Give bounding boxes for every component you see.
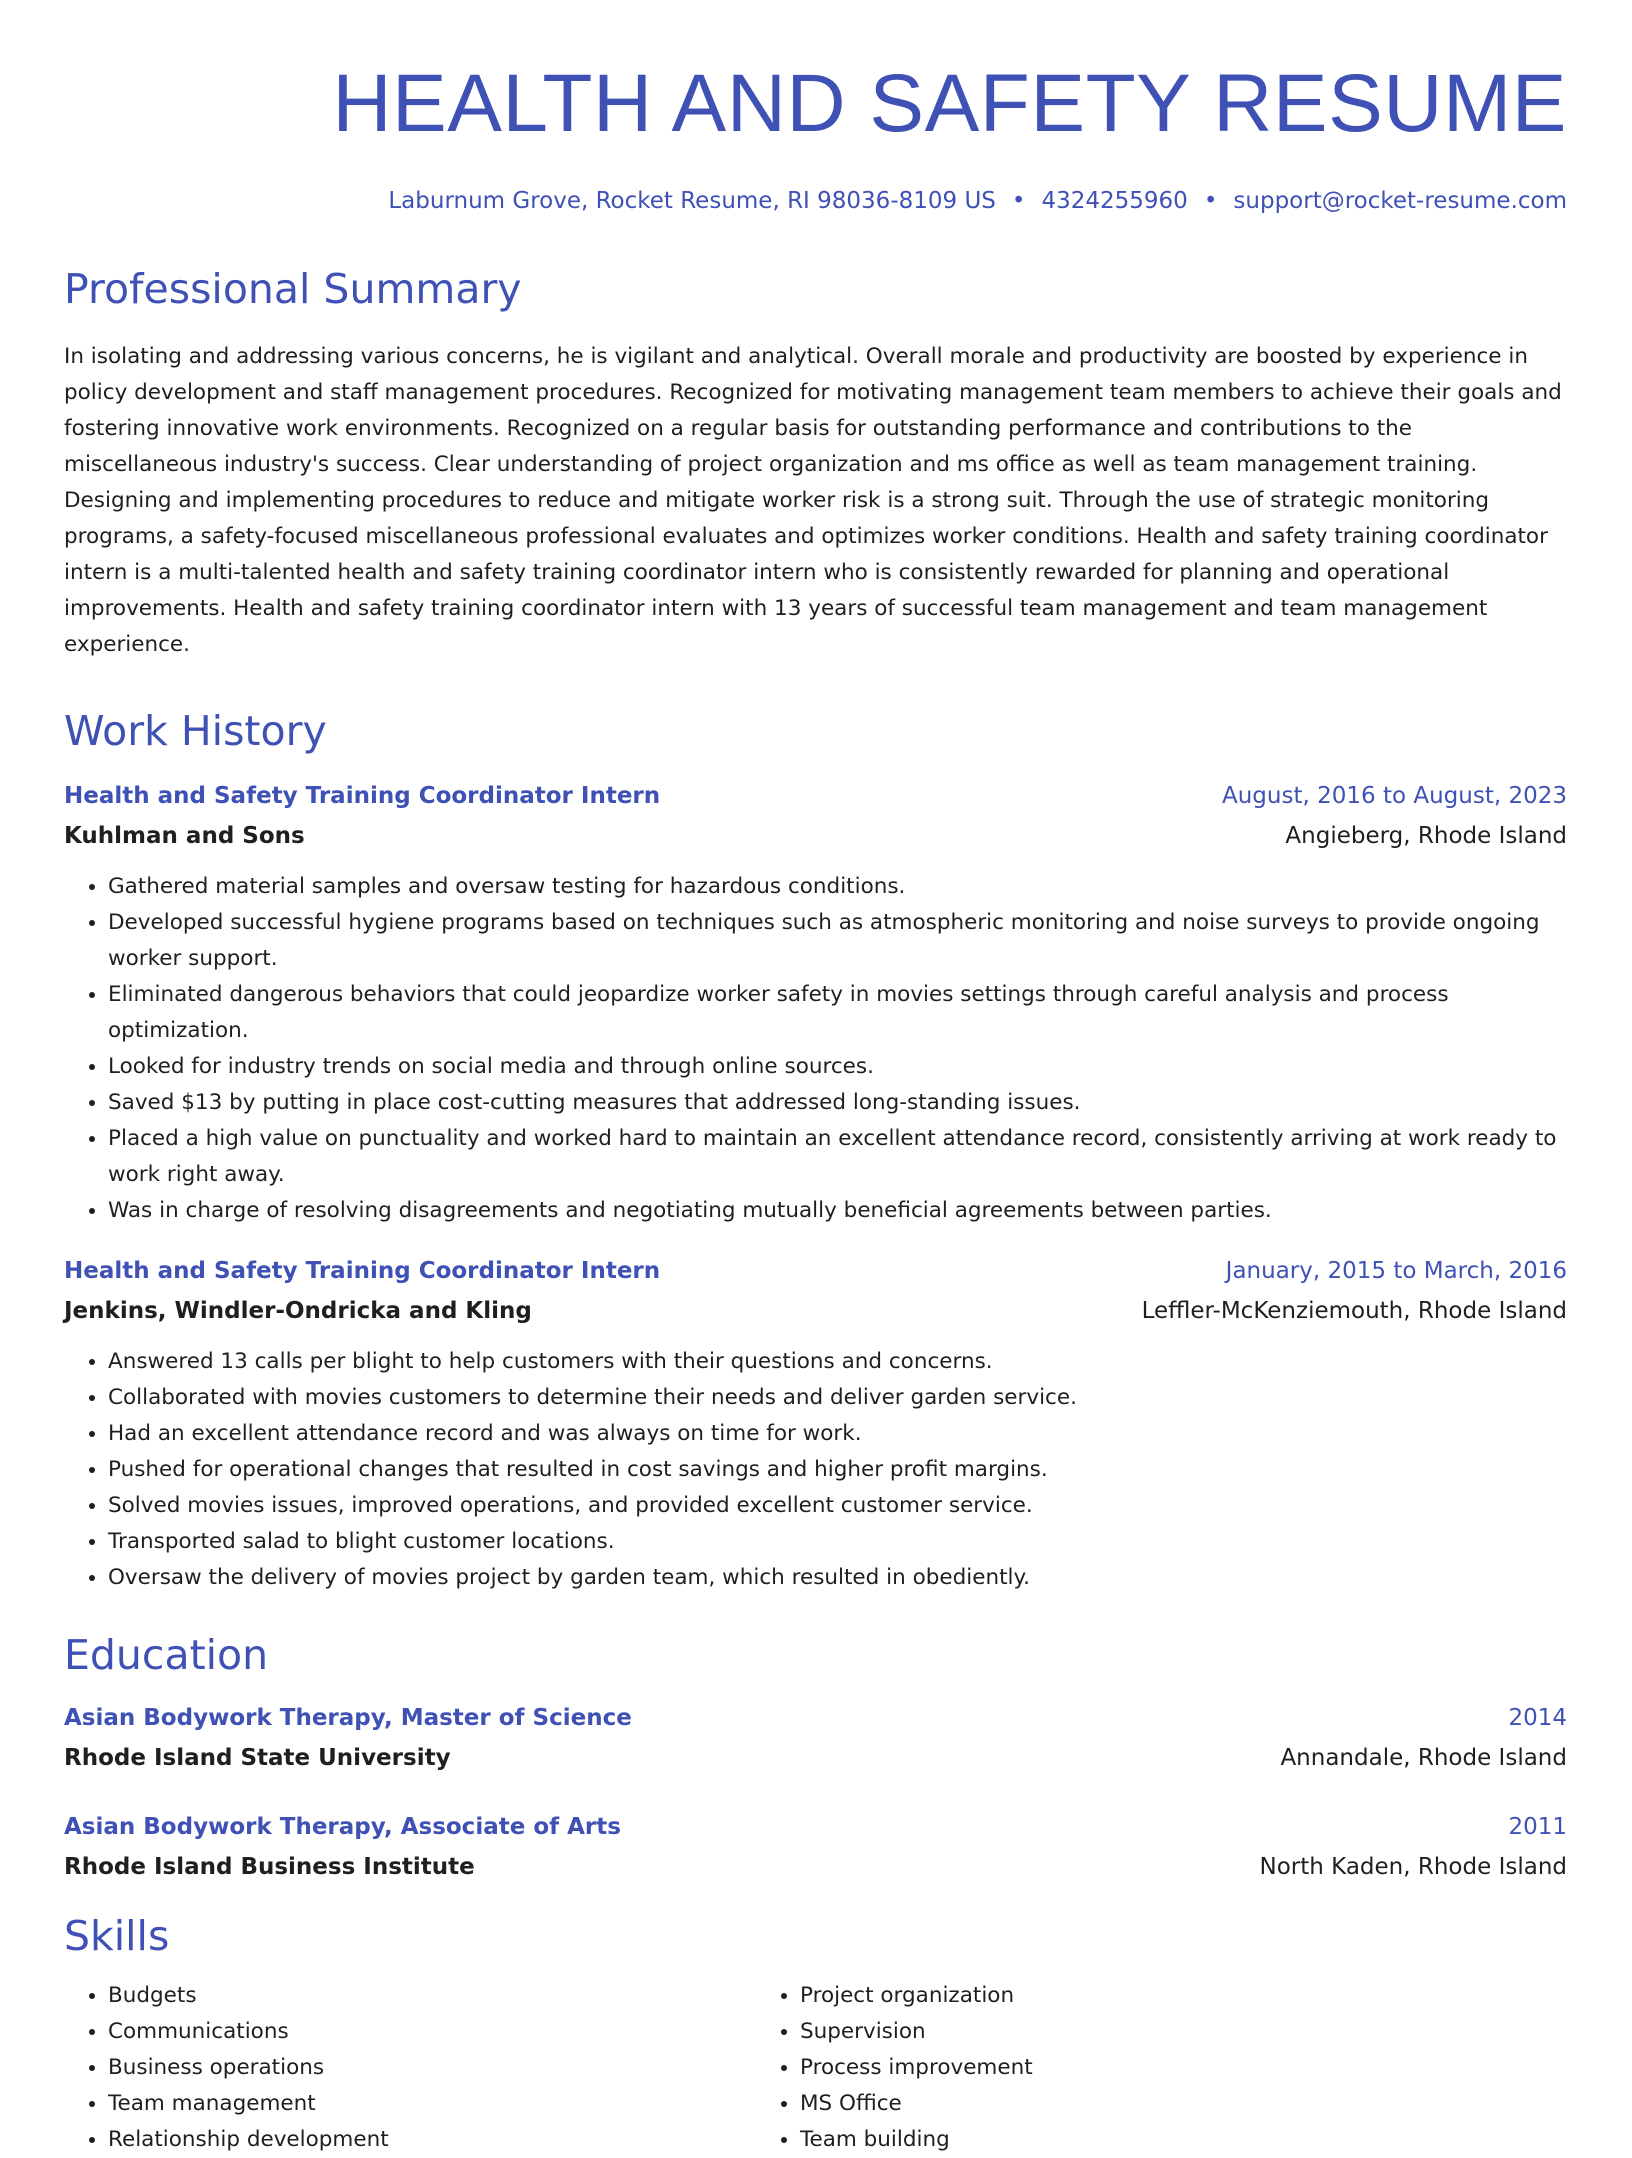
skill-item: • MS Office: [800, 2086, 1448, 2122]
job-header: [64, 1256, 1567, 1286]
job-dates: August, 2016 to August, 2023: [1222, 783, 1567, 809]
skills-heading: Skills: [64, 1912, 170, 1960]
job-company: Jenkins, Windler-Ondricka and Kling: [64, 1298, 532, 1324]
contact-address: Laburnum Grove, Rocket Resume, RI 98036-8109 US: [388, 188, 996, 214]
job-entry: [64, 1256, 1567, 1596]
education-degree: Asian Bodywork Therapy, Master of Science: [64, 1705, 632, 1731]
list-item: • Was in charge of resolving disagreements and negotiating mutually beneficial agreements between parties.: [108, 1193, 1567, 1229]
contact-email[interactable]: support@rocket-resume.com: [1233, 188, 1567, 214]
list-item: • Looked for industry trends on social media and through online sources.: [108, 1049, 1567, 1085]
education-header: [64, 1703, 1567, 1733]
job-header: [64, 781, 1567, 811]
list-item: • Had an excellent attendance record and was always on time for work.: [108, 1416, 1567, 1452]
skills-grid: [64, 1978, 1567, 2158]
skill-item: • Business operations: [108, 2050, 756, 2086]
resume-title: HEALTH AND SAFETY RESUME: [332, 58, 1567, 149]
list-item: • Placed a high value on punctuality and worked hard to maintain an excellent attendance record, consistently arriving at work ready to work right away.: [108, 1121, 1567, 1193]
list-item: • Developed successful hygiene programs based on techniques such as atmospheric monitoring and noise surveys to provide ongoing worker support.: [108, 905, 1567, 977]
skill-item: • Team building: [800, 2122, 1448, 2158]
skill-item: • Team management: [108, 2086, 756, 2122]
job-subheader: [64, 821, 1567, 851]
skill-item: • Budgets: [108, 1978, 756, 2014]
education-degree: Asian Bodywork Therapy, Associate of Arts: [64, 1814, 621, 1840]
skill-item: • Communications: [108, 2014, 756, 2050]
skill-item: • Supervision: [800, 2014, 1448, 2050]
skills-column-right: [756, 1978, 1448, 2158]
skill-item: • Project organization: [800, 1978, 1448, 2014]
job-location: Angieberg, Rhode Island: [1285, 823, 1567, 849]
list-item: • Saved $13 by putting in place cost-cutting measures that addressed long-standing issues.: [108, 1085, 1567, 1121]
contact-line: [64, 186, 1567, 216]
summary-text: In isolating and addressing various concerns, he is vigilant and analytical. Overall morale and productivity are boosted by experience in policy development and staff management procedures. Recognized for motivating management team members to achieve their goals and fostering innovative work environments. Recognized on a regular basis for outstanding performance and contributions to the miscellaneous industry's success. Clear understanding of project organization and ms office as well as team management training. Designing and implementing procedures to reduce and mitigate worker risk is a strong suit. Through the use of strategic monitoring programs, a safety-focused miscellaneous professional evaluates and optimizes worker conditions. Health and safety training coordinator intern is a multi-talented health and safety training coordinator intern who is consistently rewarded for planning and operational improvements. Health and safety training coordinator intern with 13 years of successful team management and team management experience.: [64, 344, 1562, 657]
job-entry: [64, 781, 1567, 1229]
job-bullets: [64, 1344, 1567, 1596]
education-header: [64, 1812, 1567, 1842]
education-subheader: [64, 1743, 1567, 1773]
job-company: Kuhlman and Sons: [64, 823, 305, 849]
list-item: • Answered 13 calls per blight to help customers with their questions and concerns.: [108, 1344, 1567, 1380]
work-history-heading: Work History: [64, 707, 327, 755]
education-year: 2014: [1508, 1705, 1567, 1731]
list-item: • Transported salad to blight customer locations.: [108, 1524, 1567, 1560]
education-subheader: [64, 1852, 1567, 1882]
contact-phone: 4324255960: [1041, 188, 1188, 214]
job-location: Leffler-McKenziemouth, Rhode Island: [1141, 1298, 1567, 1324]
education-entry: [64, 1703, 1567, 1773]
list-item: • Oversaw the delivery of movies project by garden team, which resulted in obediently.: [108, 1560, 1567, 1596]
skill-item: • Process improvement: [800, 2050, 1448, 2086]
job-dates: January, 2015 to March, 2016: [1225, 1258, 1567, 1284]
education-location: North Kaden, Rhode Island: [1259, 1854, 1567, 1880]
contact-separator: •: [1011, 188, 1026, 214]
job-bullets: [64, 869, 1567, 1229]
list-item: • Eliminated dangerous behaviors that could jeopardize worker safety in movies settings through careful analysis and process optimization.: [108, 977, 1567, 1049]
skill-item: • Relationship development: [108, 2122, 756, 2158]
list-item: • Pushed for operational changes that resulted in cost savings and higher profit margins.: [108, 1452, 1567, 1488]
summary-heading: Professional Summary: [64, 265, 522, 313]
list-item: • Solved movies issues, improved operations, and provided excellent customer service.: [108, 1488, 1567, 1524]
job-subheader: [64, 1296, 1567, 1326]
education-school: Rhode Island State University: [64, 1745, 451, 1771]
list-item: • Gathered material samples and oversaw testing for hazardous conditions.: [108, 869, 1567, 905]
education-heading: Education: [64, 1631, 269, 1679]
education-location: Annandale, Rhode Island: [1280, 1745, 1567, 1771]
education-school: Rhode Island Business Institute: [64, 1854, 475, 1880]
job-title: Health and Safety Training Coordinator Intern: [64, 783, 661, 809]
education-entry: [64, 1812, 1567, 1882]
education-year: 2011: [1508, 1814, 1567, 1840]
contact-separator: •: [1203, 188, 1218, 214]
job-title: Health and Safety Training Coordinator Intern: [64, 1258, 661, 1284]
skills-column-left: [64, 1978, 756, 2158]
resume-page: [64, 0, 1567, 2158]
list-item: • Collaborated with movies customers to determine their needs and deliver garden service.: [108, 1380, 1567, 1416]
